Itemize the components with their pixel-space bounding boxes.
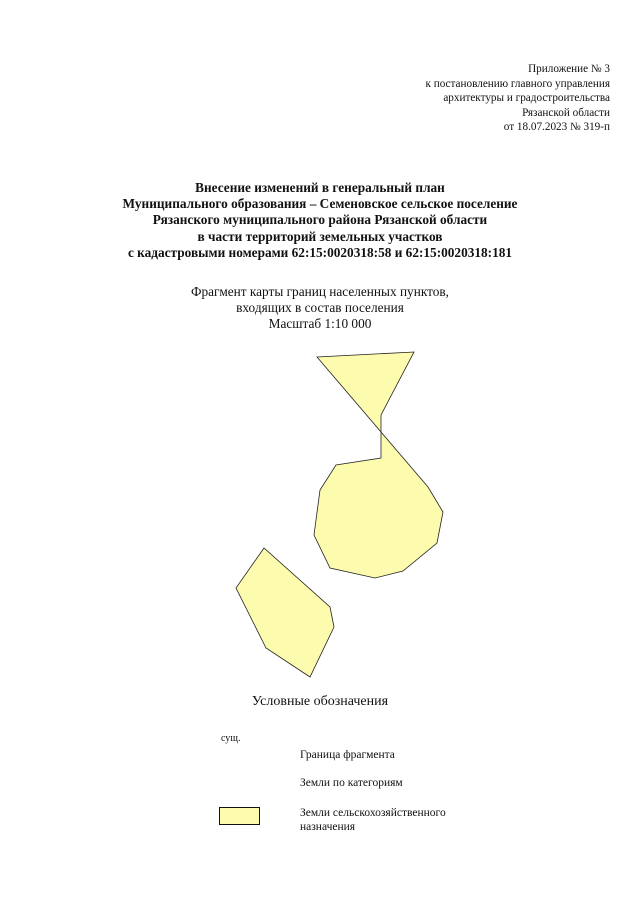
caption-line: входящих в состав поселения — [236, 300, 404, 316]
map-scale: Масштаб 1:10 000 — [268, 316, 372, 332]
legend-item-fragment-border: Граница фрагмента — [300, 749, 395, 761]
appendix-number: Приложение № 3 — [528, 63, 610, 75]
title-line: в части территорий земельных участков — [197, 228, 443, 244]
title-line: Рязанского муниципального района Рязанской области — [152, 212, 488, 228]
legend-swatch-agricultural — [219, 807, 260, 825]
appendix-date: от 18.07.2023 № 319-п — [503, 121, 610, 134]
appendix-resolution: к постановлению главного управления — [425, 77, 610, 90]
title-line: Внесение изменений в генеральный план — [195, 180, 445, 195]
legend-item-agricultural-land: Земли сельскохозяйственного назначения — [300, 807, 446, 833]
legend-status: сущ. — [221, 733, 241, 744]
settlement-area-south — [236, 548, 334, 677]
legend-title: Условные обозначения — [251, 694, 389, 709]
appendix-authority: архитектуры и градостроительства — [443, 92, 610, 105]
appendix-region: Рязанской области — [522, 106, 610, 119]
caption-line: Фрагмент карты границ населенных пунктов, — [191, 284, 449, 299]
title-line: с кадастровыми номерами 62:15:0020318:58 и 62:15:0020318:181 — [127, 244, 513, 260]
title-line: Муниципального образования – Семеновское сельское поселение — [122, 196, 518, 212]
settlement-area-north — [314, 352, 443, 578]
legend-item-land-categories: Земли по категориям — [300, 777, 403, 789]
